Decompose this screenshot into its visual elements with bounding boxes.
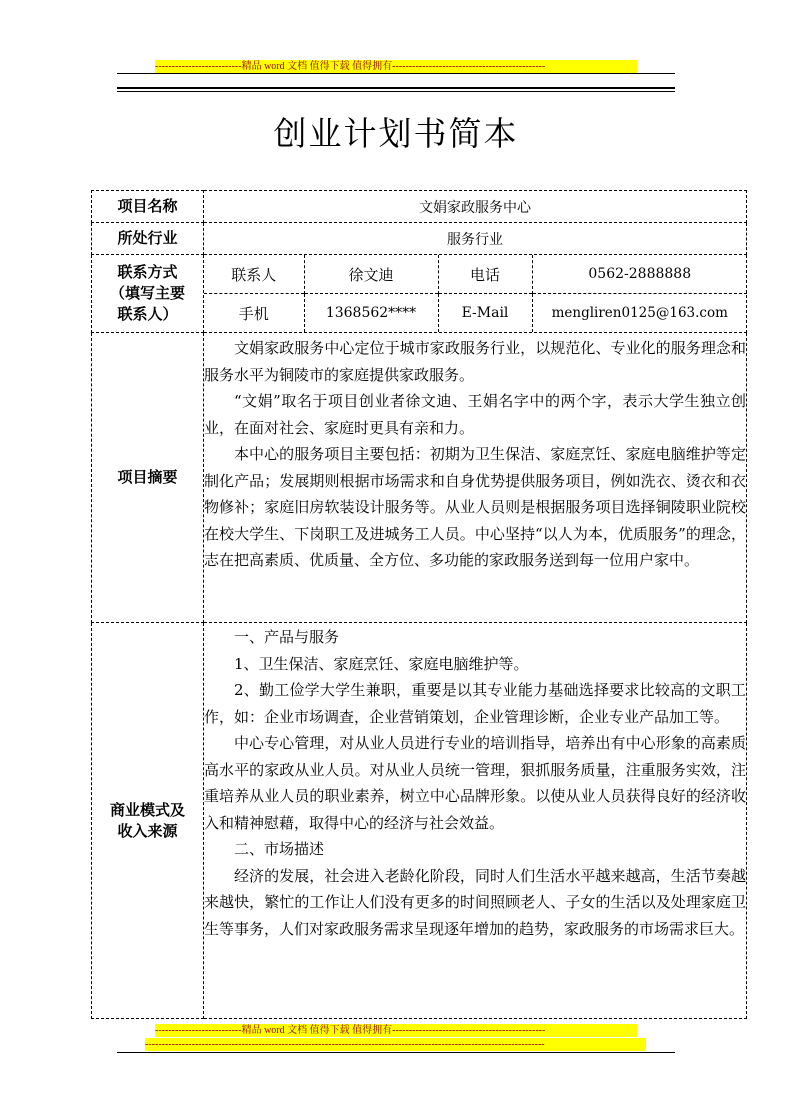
business-paragraph: 1、卫生保洁、家庭烹饪、家庭电脑维护等。 xyxy=(234,654,529,673)
row-contact xyxy=(92,255,747,333)
business-plan-table xyxy=(91,190,747,1019)
header-double-rule-bottom xyxy=(117,91,675,92)
business-heading: 一、产品与服务 xyxy=(234,628,340,646)
contact-label-line2: （填写主要 xyxy=(109,284,185,302)
contact-person-value: 徐文迪 xyxy=(304,255,438,294)
summary-label: 项目摘要 xyxy=(92,333,204,623)
footer-rule xyxy=(117,1052,675,1053)
business-label-line1: 商业模式及 xyxy=(109,800,185,819)
row-project-name xyxy=(92,191,747,223)
business-label-line2: 收入来源 xyxy=(117,821,178,840)
industry-label: 所处行业 xyxy=(92,223,204,255)
business-paragraph: 2、勤工俭学大学生兼职，重要是以其专业能力基础选择要求比较高的文职工作，如：企业市场调查，企业营销策划，企业管理诊断，企业专业产品加工等。 xyxy=(204,681,746,726)
footer-banner: --------------------------精品 word 文档 值得下载 值得拥有---------------------------------------------- xyxy=(155,1024,637,1037)
footer-banner-dashes: ------------------------------------------------------------------------------------------------------------------------ xyxy=(145,1038,646,1051)
contact-label-line1: 联系方式 xyxy=(117,263,178,281)
business-body xyxy=(204,623,747,1019)
row-business-model xyxy=(92,623,747,1019)
phone-label: 电话 xyxy=(438,255,532,294)
contact-label xyxy=(92,255,204,333)
summary-paragraph: 文娟家政服务中心定位于城市家政服务行业，以规范化、专业化的服务理念和服务水平为铜陵市的家庭提供家政服务。 xyxy=(204,339,746,384)
business-heading: 二、市场描述 xyxy=(234,840,325,858)
business-paragraph: 中心专心管理，对从业人员进行专业的培训指导，培养出有中心形象的高素质高水平的家政从业人员。对从业人员统一管理，狠抓服务质量，注重服务实效，注重培养从业人员的职业素养，树立中心品牌形象。以使从业人员获得良好的经济收入和精神慰藉，取得中心的经济与社会效益。 xyxy=(204,734,746,832)
summary-body xyxy=(204,333,747,623)
summary-paragraph: “文娟”取名于项目创业者徐文迪、王娟名字中的两个字，表示大学生独立创业，在面对社会、家庭时更具有亲和力。 xyxy=(204,392,746,437)
email-label: E-Mail xyxy=(438,294,532,333)
email-value: mengliren0125@163.com xyxy=(532,294,747,333)
contact-label-line3: 联系人） xyxy=(117,305,178,323)
contact-inner-table xyxy=(204,255,747,332)
project-name-value: 文娟家政服务中心 xyxy=(204,191,747,223)
page-title: 创业计划书简本 xyxy=(273,114,519,153)
business-label xyxy=(92,623,204,1019)
header-rule xyxy=(117,73,675,74)
contact-details xyxy=(204,255,747,333)
header-banner: --------------------------精品 word 文档 值得下载 值得拥有---------------------------------------------- xyxy=(155,60,637,73)
business-paragraph: 经济的发展，社会进入老龄化阶段，同时人们生活水平越来越高，生活节奏越来越快，繁忙的工作让人们没有更多的时间照顾老人、子女的生活以及处理家庭卫生等事务，人们对家政服务需求呈现逐年增加的趋势，家政服务的市场需求巨大。 xyxy=(204,866,746,938)
header-double-rule-top xyxy=(117,87,675,89)
row-summary xyxy=(92,333,747,623)
mobile-value: 1368562**** xyxy=(304,294,438,333)
contact-person-label: 联系人 xyxy=(231,265,277,284)
mobile-label: 手机 xyxy=(204,294,304,333)
industry-value: 服务行业 xyxy=(204,223,747,255)
phone-value: 0562-2888888 xyxy=(532,255,747,294)
summary-paragraph: 本中心的服务项目主要包括：初期为卫生保洁、家庭烹饪、家庭电脑维护等定制化产品；发展期则根据市场需求和自身优势提供服务项目，例如洗衣、烫衣和衣物修补；家庭旧房软装设计服务等。从业人员则是根据服务项目选择铜陵职业院校在校大学生、下岗职工及进城务工人员。中心坚持“以人为本，优质服务”的理念，志在把高素质、优质量、全方位、多功能的家政服务送到每一位用户家中。 xyxy=(204,445,746,569)
row-industry xyxy=(92,223,747,255)
project-name-label: 项目名称 xyxy=(92,191,204,223)
